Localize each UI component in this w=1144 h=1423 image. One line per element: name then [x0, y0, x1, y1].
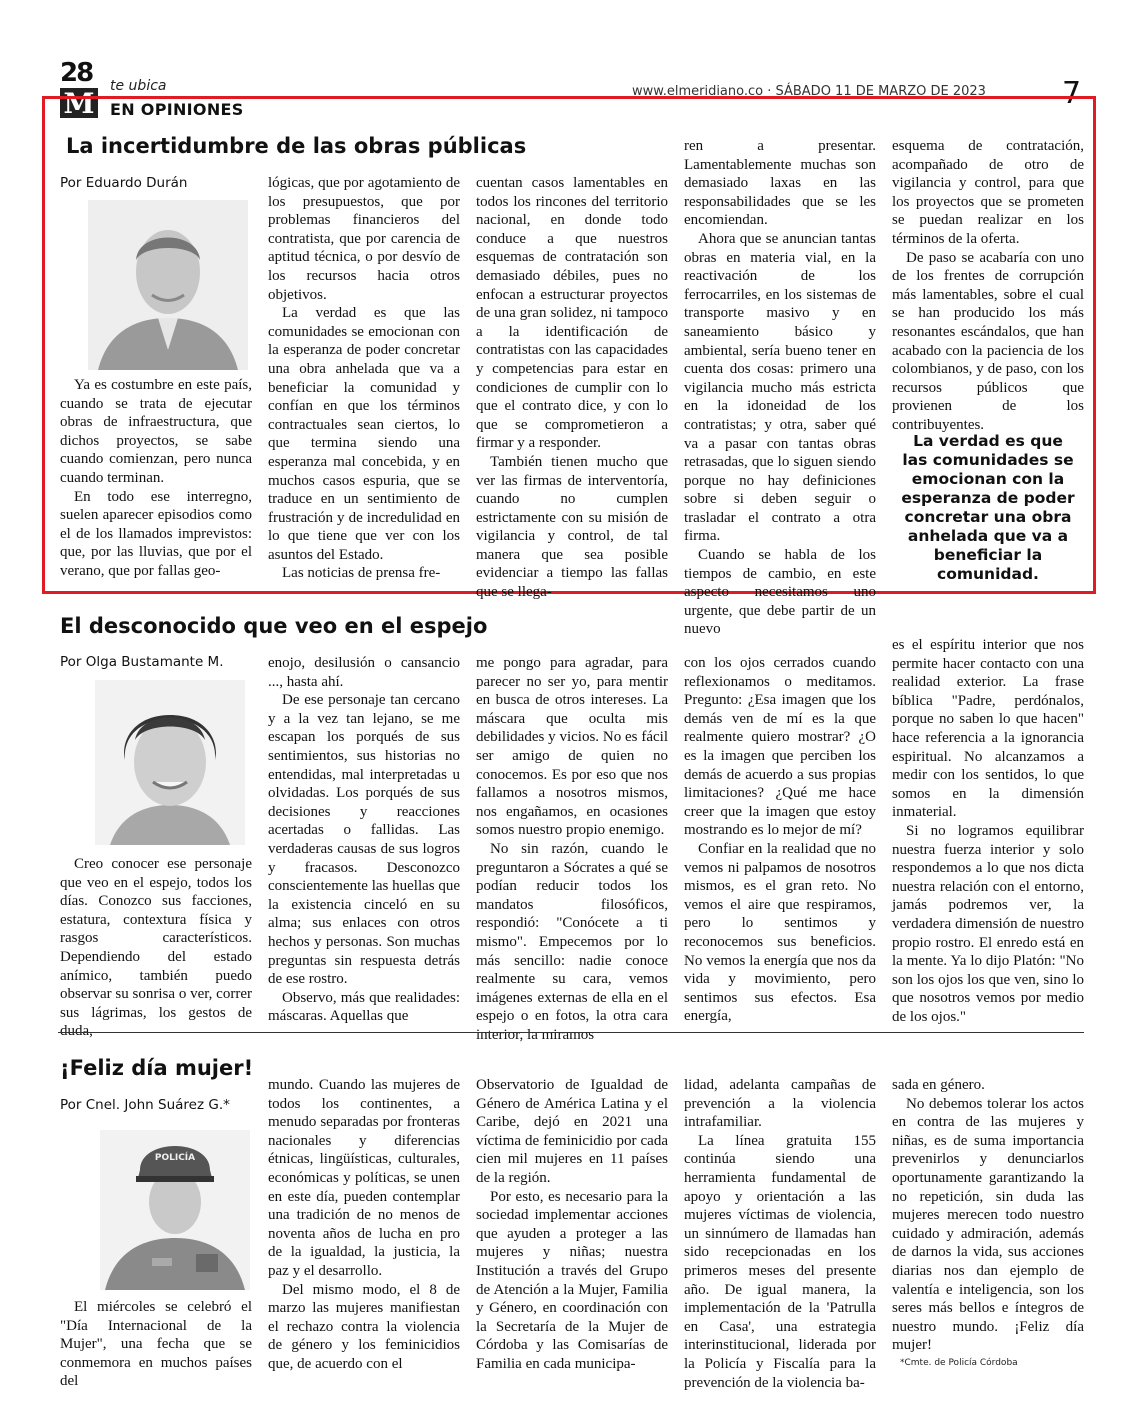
- article2-column-1: [60, 855, 252, 1041]
- article3-column-2: [268, 1076, 460, 1374]
- paragraph: El miércoles se celebró el "Día Internacional de la Mujer", una fecha que se conmemora en muchos países del: [60, 1299, 252, 1390]
- article3-column-1: [60, 1298, 252, 1391]
- paragraph: Creo conocer ese personaje que veo en el espejo, todos los días. Conozco sus facciones, estatura, contextura física y rasgos característicos. Dependiendo del estado anímico, también puedo observar su sonrisa o ver, correr sus lágrimas, los gestos de duda,: [60, 856, 252, 1040]
- pull-quote: La verdad es que las comunidades se emocionan con la esperanza de poder concretar una obra anhelada que va a beneficiar la comunidad.: [901, 432, 1075, 583]
- cap-label: POLICÍA: [154, 1153, 196, 1163]
- article2-title: El desconocido que veo en el espejo: [60, 614, 488, 638]
- paragraph: También tienen mucho que ver las firmas de interventoría, cuando no cumplen estrictamente con su misión de vigilancia y control, de tal manera que sea posible evidenciar a tiempo las fallas que se llega-: [476, 453, 668, 601]
- article3-title: ¡Feliz día mujer!: [60, 1056, 254, 1080]
- article1-column-2: [268, 174, 460, 583]
- portrait-icon: [95, 680, 245, 845]
- paragraph: Ya es costumbre en este país, cuando se trata de ejecutar obras de infraestructura, que dichos proyectos, se sabe cuando comienzan, pero nunca cuando terminan.: [60, 377, 252, 486]
- paragraph: De ese personaje tan cercano y a la vez tan lejano, se me escapan los porqués de sus sentimientos, sus historias no entendidas, mal interpretadas u olvidadas. Los porqués de sus decisiones y reacciones acertadas o fallidas. Las verdaderas causas de sus logros y fracasos. Desconozco conscientemente las huellas que la existencia cinceló en su alma; sus enlaces con otros hechos y personas. Son muchas preguntas sin respuesta detrás de ese rostro.: [268, 692, 461, 988]
- logo-letter: M: [60, 88, 98, 118]
- article1-column-5: [892, 137, 1084, 435]
- footnote: *Cmte. de Policía Córdoba: [900, 1358, 1018, 1368]
- article3-column-5: [892, 1076, 1084, 1355]
- portrait-icon: [100, 1130, 250, 1290]
- paragraph: Observatorio de Igualdad de Género de América Latina y el Caribe, dejó en 2021 una víctima de feminicidio por cada cien mil mujeres en 11 países de la región.: [476, 1077, 668, 1186]
- paragraph: cuentan casos lamentables en todos los rincones del territorio nacional, en donde todo conduce a que nuestros esquemas de contratación son demasiado débiles, pues no enfocan a estructurar proyectos de una gran solidez, ni tampoco a la identificación de contratistas con las capacidades y competencias para estar en condiciones de cumplir con lo que el contrato dice, y con lo que se comprometieron a firmar y a responder.: [476, 175, 668, 452]
- article2-column-3: [476, 654, 668, 1044]
- paragraph: La línea gratuita 155 continúa siendo una herramienta fundamental de apoyo y orientación a las mujeres víctimas de violencia, un sinnúmero de llamadas han sido recepcionadas en los primeros meses del presente año. De igual manera, la implementación de la 'Patrulla en Casa', una estrategia interinstitucional, liderada por la Policía y Fiscalía para la prevención de la violencia ba-: [684, 1132, 876, 1391]
- author-photo: [100, 1130, 250, 1290]
- paragraph: me pongo para agradar, para parecer no ser yo, para mentir en busca de otros intereses. La máscara que oculta mis debilidades y vicios. No es fácil ser amigo de quien no conocemos. Es por eso que nos fallamos a nosotros mismos, nos engañamos, en ocasiones somos nuestro propio enemigo.: [476, 655, 668, 839]
- article1-title: La incertidumbre de las obras públicas: [66, 134, 527, 158]
- tagline: te ubica: [110, 78, 167, 94]
- article1-column-1: [60, 376, 252, 581]
- paragraph: esquema de contratación, acompañado de otro de vigilancia y control, para que los proyectos que se prometen se puedan realizar en los términos de la oferta.: [892, 138, 1084, 247]
- section-divider: [58, 1032, 1084, 1033]
- paragraph: mundo. Cuando las mujeres de todos los continentes, a menudo separadas por fronteras nacionales y diferencias étnicas, lingüísticas, culturales, económicas y políticas, se unen en este día, pueden contemplar una tradición de no menos de noventa años de lucha en pro de la igualdad, la justicia, la paz y el desarrollo.: [268, 1077, 460, 1279]
- article2-column-4: [684, 654, 876, 1026]
- paragraph: De paso se acabaría con uno de los frentes de corrupción más lamentables, sobre el cual se han producido los más resonantes escándalos, que han acabado con la paciencia de los colombianos, y de paso, con los recursos públicos que provienen de los contribuyentes.: [892, 249, 1084, 433]
- author-photo: [95, 680, 245, 845]
- paragraph: Del mismo modo, el 8 de marzo las mujeres manifiestan el rechazo contra la violencia de género y los feminicidios que, de acuerdo con el: [268, 1281, 460, 1372]
- article2-byline: Por Olga Bustamante M.: [60, 654, 224, 670]
- paragraph: Por esto, es necesario para la sociedad implementar acciones que ayuden a proteger a las mujeres y niñas; nuestra Institución a través del Grupo de Atención a la Mujer, Familia y Género, en coordinación con la Secretaría de la Mujer de Córdoba y las Comisarías de Familia en cada municipa-: [476, 1188, 668, 1372]
- article1-byline: Por Eduardo Durán: [60, 175, 188, 191]
- article3-column-3: [476, 1076, 668, 1374]
- article2-column-2: [268, 654, 460, 1026]
- paragraph: lógicas, que por agotamiento de los presupuestos, que por problemas financieros del contratista, que por carencia de aptitud técnica, o por desvío de los recursos hacia otros objetivos.: [268, 175, 460, 303]
- logo-number: 28: [60, 58, 93, 88]
- paragraph: Cuando se habla de los tiempos de cambio, en este aspecto necesitamos uno urgente, que debe partir de un nuevo: [684, 547, 876, 638]
- paragraph: Observo, más que realidades: máscaras. Aquellas que: [268, 989, 460, 1025]
- paragraph: Las noticias de prensa fre-: [282, 565, 441, 582]
- article3-byline: Por Cnel. John Suárez G.*: [60, 1097, 230, 1113]
- page-number: 7: [1062, 76, 1082, 111]
- paragraph: enojo, desilusión o cansancio ..., hasta ahí.: [268, 655, 460, 690]
- article1-column-3: [476, 174, 668, 602]
- paragraph: es el espíritu interior que nos permite hacer contacto con una realidad exterior. La frase bíblica "Padre, perdónalos, porque no saben lo que hacen" hace referencia a la ignorancia espiritual. No alcanzamos a medir con los sentidos, lo que somos en la dimensión inmaterial.: [892, 637, 1084, 821]
- article2-column-5: [892, 636, 1084, 1026]
- paragraph: No sin razón, cuando le preguntaron a Sócrates a qué se podían reducir todos los mandatos filosóficos, respondió: "Conócete a ti mismo". Empecemos por lo más sencillo: nadie conoce realmente su cara, vemos imágenes externas de ella en el espejo o en fotos, la otra cara interior, la miramos: [476, 840, 668, 1043]
- article1-column-4: [684, 137, 876, 639]
- paragraph: Ahora que se anuncian tantas obras en materia vial, en la reactivación de los ferrocarriles, en los sistemas de transporte masivo y en saneamiento básico y ambiental, sería bueno tener en cuenta dos cosas: primero una vigilancia mucho más estricta en la idoneidad de los contratistas; y otra, saber qué va a pasar con tantas obras retrasadas, que lo siguen siendo porque no hay definiciones sobre si deben seguir o trasladar el contrato a otra firma.: [684, 230, 876, 545]
- paragraph: sada en género.: [892, 1077, 985, 1093]
- paragraph: lidad, adelanta campañas de prevención a la violencia intrafamiliar.: [684, 1077, 876, 1131]
- article3-column-4: [684, 1076, 876, 1392]
- paragraph: No debemos tolerar los actos en contra de las mujeres y niñas, es de suma importancia prevenirlos y denunciarlos oportunamente garantizando la no repetición, sin duda las mujeres merecen todo nuestro cuidado y admiración, además de darnos la vida, sus acciones diarias nos dan ejemplo de valentía e inteligencia, son los seres más bellos e íntegros de nuestro mundo. ¡Feliz día mujer!: [892, 1095, 1084, 1354]
- section-label: EN OPINIONES: [110, 100, 244, 119]
- paragraph: Confiar en la realidad que no vemos ni palpamos de nosotros mismos, es el gran reto. No vemos el aire que respiramos, pero lo sentimos y reconocemos sus beneficios. No vemos la energía que nos da vida y movimiento, pero sentimos sus efectos. Esa energía,: [684, 840, 876, 1025]
- paragraph: con los ojos cerrados cuando reflexionamos o meditamos. Pregunto: ¿Esa imagen que los demás ven de mí es la que realmente quiero mostrar? ¿O es la imagen que perciben los demás de acuerdo a sus propias limitaciones? ¿Qué me hace creer que la imagen que estoy mostrando es lo mejor de mí?: [684, 655, 876, 839]
- paragraph: ren a presentar. Lamentablemente muchas son demasiado laxas en las responsabilidades que se les encomiendan.: [684, 138, 876, 229]
- paragraph: Si no logramos equilibrar nuestra fuerza interior y solo respondemos a lo que nos dicta nuestra relación con el entorno, jamás podremos ver, la verdadera dimensión de nuestro propio rostro. El enredo está en la mente. Ya lo dijo Platón: "No son los ojos los que ven, sino lo que nosotros vemos por medio de los ojos.": [892, 822, 1084, 1025]
- author-photo: [88, 200, 248, 370]
- paragraph: La verdad es que las comunidades se emocionan con la esperanza de poder concretar una obra anhelada que va a beneficiar la comunidad y confían en que los términos contractuales sean ciertos, lo que termina siendo una esperanza mal concebida, y en muchos casos espuria, que se traduce en un sentimiento de frustración y de incredulidad en lo que tiene que ver con los asuntos del Estado.: [268, 305, 460, 563]
- portrait-icon: [88, 200, 248, 370]
- site-date: www.elmeridiano.co · SÁBADO 11 DE MARZO DE 2023: [632, 84, 986, 99]
- paragraph: En todo ese interregno, suelen aparecer episodios como el de los llamados imprevistos: que, por las lluvias, que por el verano, que por fallas geo-: [60, 488, 252, 579]
